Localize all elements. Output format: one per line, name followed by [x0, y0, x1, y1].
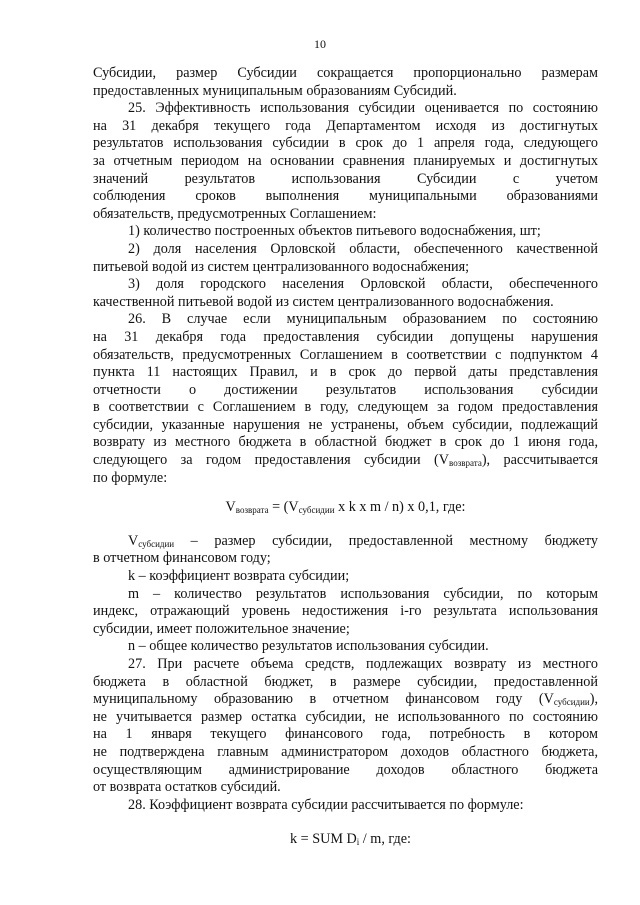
text-line: 28. Коэффициент возврата субсидии рассчитывается по формуле: [128, 796, 524, 813]
text-line: пункта 11 настоящих Правил, и в срок до первой даты представления [93, 364, 598, 381]
clause-28 [93, 797, 598, 815]
text-line: бюджета в областной бюджет, в размере субсидии, предоставленной [93, 673, 598, 690]
text-line: 27. При расчете объема средств, подлежащих возврату из местного [128, 656, 598, 672]
page-number: 10 [314, 37, 326, 51]
text-fragment: – размер субсидии, предоставленной местному бюджету [174, 532, 598, 549]
text-line: предоставленных муниципальным образованиям Субсидий. [93, 82, 457, 99]
clause-27 [93, 656, 598, 797]
text-line [93, 691, 598, 709]
text-line: значений результатов использования Субсидии с учетом [93, 170, 598, 187]
paragraph-continuation [93, 65, 598, 100]
text-line: субсидии, имеет положительное значение; [93, 620, 350, 637]
formula-refund-coefficient [93, 831, 598, 849]
clause-26 [93, 311, 598, 487]
subscript: возврата [449, 458, 482, 469]
clause-25 [93, 100, 598, 223]
text-line: осуществляющим администрирование доходов областного бюджета [93, 761, 598, 778]
formula-refund-volume [93, 499, 598, 517]
text-line: качественной питьевой водой из систем централизованного водоснабжения. [93, 293, 554, 310]
text-fragment: муниципальному образованию в отчетном финансовом году (V [93, 691, 554, 708]
text-fragment: ), [589, 691, 598, 708]
text-line: на 31 декабря года предоставления субсидии допущены нарушения [93, 328, 598, 345]
text-line: соблюдения сроков выполнения муниципальными образованиями [93, 188, 598, 205]
text-line: 25. Эффективность использования субсидии оценивается по состоянию [128, 100, 598, 117]
formula-definitions [93, 533, 598, 656]
subscript: субсидии [138, 538, 175, 549]
text-line: не подтверждена главным администратором доходов областного бюджета, [93, 743, 598, 760]
text-fragment: следующего за годом предоставления субсидии (V [93, 452, 450, 469]
definition-line: n – общее количество результатов использования субсидии. [128, 638, 489, 655]
text-line: отчетности о достижении результатов использования субсидии [93, 381, 598, 398]
indicator-list [93, 223, 598, 311]
text-line: результатов использования субсидии в срок до 1 апреля года, следующего [93, 135, 598, 152]
subscript: субсидии [298, 505, 335, 516]
text-line: по формуле: [93, 469, 168, 486]
formula-part: / m, где: [359, 831, 411, 848]
list-item: 1) количество построенных объектов питьевого водоснабжения, шт; [128, 223, 541, 240]
text-line: в отчетном финансовом году; [93, 550, 271, 567]
text-line: на 31 декабря текущего года Департаментом исходя из достигнутых [93, 117, 598, 134]
text-line: индекс, отражающий уровень недостижения i-го результата использования [93, 603, 598, 620]
subscript: возврата [235, 505, 269, 516]
definition-line: k – коэффициент возврата субсидии; [128, 568, 350, 585]
text-line: от возврата остатков субсидий. [93, 779, 281, 796]
subscript: i [356, 837, 360, 848]
text-line [93, 452, 598, 470]
formula-part: x k x m / n) x 0,1, где: [334, 499, 466, 516]
text-line: не учитывается размер остатка субсидии, не использованного по состоянию [93, 708, 598, 725]
formula-part: k = SUM D [290, 831, 357, 848]
text-line: возврату из местного бюджета в областной бюджет в срок до 1 июня года, [93, 434, 598, 451]
text-line: Субсидии, размер Субсидии сокращается пропорционально размерам [93, 65, 598, 81]
text-line: за отчетным периодом на основании сравнения планируемых и достигнутых [93, 152, 598, 169]
text-line: питьевой водой из систем централизованного водоснабжения; [93, 258, 470, 275]
list-item: 2) доля населения Орловской области, обеспеченного качественной [128, 240, 598, 257]
text-line: субсидии, указанные нарушения не устранены, объем субсидии, подлежащий [93, 416, 598, 433]
list-item: 3) доля городского населения Орловской области, обеспеченного [128, 276, 598, 293]
subscript: субсидии [553, 697, 590, 708]
formula-part: = (V [268, 499, 299, 516]
definition-line: m – количество результатов использования субсидии, по которым [128, 585, 598, 602]
text-line: обязательств, предусмотренных Соглашением в соответствии с подпунктом 4 [93, 346, 598, 363]
text-line: в соответствии с Соглашением в году, следующем за годом предоставления [93, 399, 598, 416]
text-fragment: V [128, 532, 139, 549]
text-line: на 1 января текущего финансового года, потребность в котором [93, 726, 598, 743]
document-body [93, 65, 598, 849]
definition-line [93, 533, 598, 551]
text-fragment: ), рассчитывается [481, 452, 598, 469]
text-line: 26. В случае если муниципальным образованием по состоянию [128, 311, 598, 328]
formula-part: V [225, 499, 236, 516]
text-line: обязательств, предусмотренных Соглашением: [93, 205, 377, 222]
